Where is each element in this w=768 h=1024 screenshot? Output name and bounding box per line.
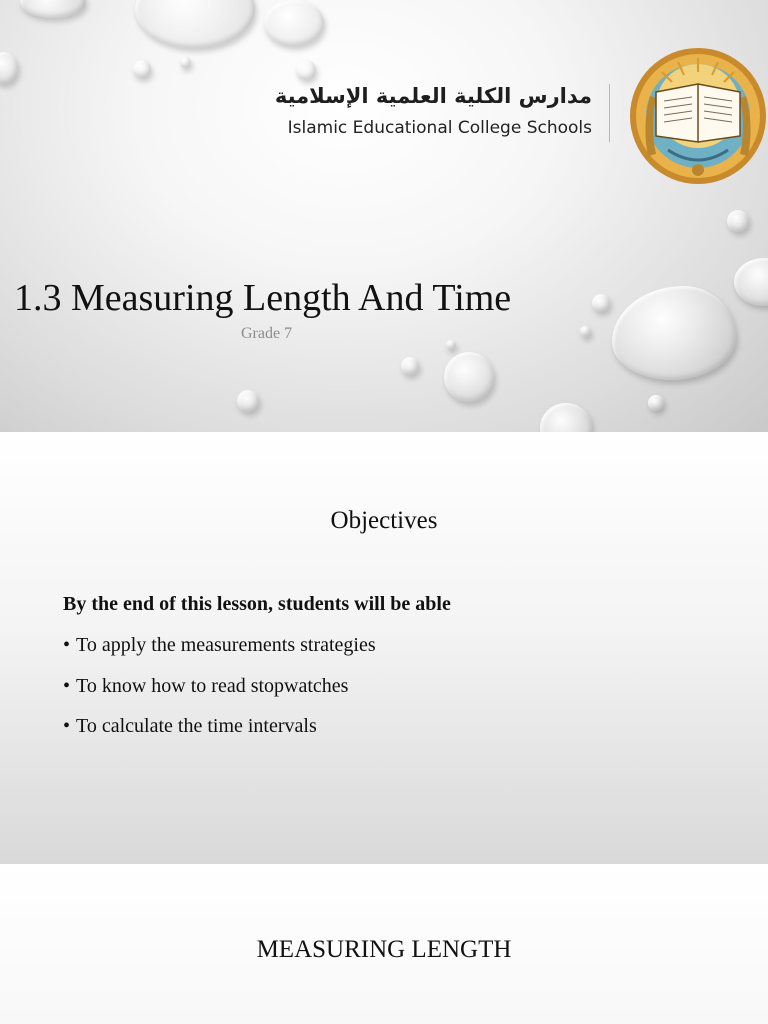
water-drop bbox=[580, 326, 591, 337]
section-title: MEASURING LENGTH bbox=[256, 936, 512, 963]
water-drop bbox=[444, 352, 494, 402]
water-drop bbox=[296, 60, 316, 80]
title-slide bbox=[0, 0, 768, 432]
water-drop bbox=[0, 52, 18, 84]
objectives-list bbox=[63, 631, 376, 753]
water-drop bbox=[540, 403, 592, 432]
objective-text: To apply the measurements strategies bbox=[76, 634, 376, 656]
objectives-heading: Objectives bbox=[330, 507, 438, 534]
school-name-english: Islamic Educational College Schools bbox=[287, 118, 592, 138]
objectives-intro: By the end of this lesson, students will be able bbox=[63, 593, 451, 615]
list-item bbox=[63, 712, 376, 753]
header-divider bbox=[609, 84, 610, 142]
water-drop bbox=[264, 0, 324, 46]
section-title-slide bbox=[0, 864, 768, 1024]
lesson-title: 1.3 Measuring Length And Time bbox=[14, 277, 512, 319]
objective-text: To calculate the time intervals bbox=[76, 715, 317, 737]
water-drop bbox=[592, 294, 610, 312]
water-drop bbox=[20, 0, 86, 18]
school-crest-open-book-icon bbox=[628, 46, 768, 186]
list-item bbox=[63, 672, 376, 713]
bullet-dot-icon: • bbox=[63, 634, 71, 656]
objective-text: To know how to read stopwatches bbox=[76, 674, 349, 697]
water-drop bbox=[401, 357, 419, 375]
list-item bbox=[63, 631, 376, 672]
bullet-dot-icon: • bbox=[63, 674, 71, 697]
water-drop bbox=[237, 390, 259, 412]
objectives-slide bbox=[0, 432, 768, 864]
water-drop bbox=[727, 210, 749, 232]
bullet-dot-icon: • bbox=[63, 715, 71, 737]
water-drop bbox=[446, 340, 456, 350]
water-drop bbox=[734, 258, 768, 306]
water-drop bbox=[648, 395, 664, 411]
grade-subtitle: Grade 7 bbox=[241, 325, 293, 342]
water-drop bbox=[133, 60, 151, 78]
water-drop bbox=[612, 286, 736, 380]
water-drop bbox=[135, 0, 255, 48]
school-name-arabic: مدارس الكلية العلمية الإسلامية bbox=[274, 84, 592, 108]
water-drop bbox=[180, 57, 191, 68]
